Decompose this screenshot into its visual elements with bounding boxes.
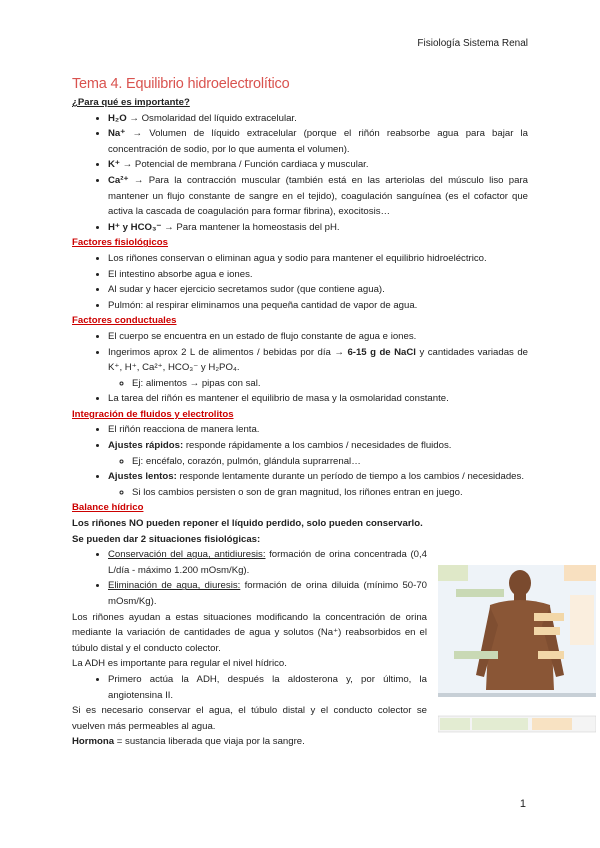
list-item: • Eliminación de agua, diuresis: formación de orina diluida (mínimo 50-70 mOsm/Kg).: [108, 578, 427, 609]
page-number: 1: [519, 798, 526, 810]
list-item: • El riñón reacciona de manera lenta.: [108, 422, 528, 438]
list-item: • Na⁺ → Volumen de líquido extracelular (porque el riñón reabsorbe agua para bajar la concentración de sodio, por lo que aumenta el volumen).: [108, 126, 528, 157]
running-header: Fisiología Sistema Renal: [417, 38, 528, 49]
bold-statement: Se pueden dar 2 situaciones fisiológicas:: [72, 533, 261, 545]
list-item: • Ca²⁺ → Para la contracción muscular (también está en las arteriolas del músculo liso para mantener un flujo constante de sangre en el tejido), coagulación sanguínea (es el cofactor que activa la cascada de coagulación para formar fibrina), exocitosis…: [108, 173, 528, 220]
list-item: • Los riñones conservan o eliminan agua y sodio para mantener el equilibrio hidroeléctrico.: [108, 251, 528, 267]
sub-list-item: ◦ Si los cambios persisten o son de gran magnitud, los riñones entran en juego.: [132, 485, 528, 501]
list-item: • H⁺ y HCO₃⁻ → Para mantener la homeostasis del pH.: [108, 220, 528, 236]
list-item: • Ajustes lentos: responde lentamente durante un período de tiempo a los cambios / necesidades. ◦ Si los cambios persisten o son de gran magnitud, los riñones entran en juego.: [108, 469, 528, 500]
section-heading: Balance hídrico: [72, 502, 144, 514]
list-item: • Pulmón: al respirar eliminamos una pequeña cantidad de vapor de agua.: [108, 298, 528, 314]
sub-list-item: ◦ Ej: alimentos → pipas con sal.: [132, 376, 528, 392]
list-item: • El cuerpo se encuentra en un estado de flujo constante de agua e iones.: [108, 329, 528, 345]
list-item: • Conservación del agua, antidiuresis: formación de orina concentrada (0,4 L/día - máximo 1.200 mOsm/Kg).: [108, 547, 427, 578]
importance-list: [72, 111, 528, 236]
water-balance-figure: [438, 565, 596, 733]
paragraph: Los riñones ayudan a estas situaciones modificando la concentración de orina mediante la variación de cantidades de agua y solutos (Na⁺) reabsorbidos en el túbulo distal y el conducto colector.: [72, 611, 427, 654]
list-item: • Ajustes rápidos: responde rápidamente a los cambios / necesidades de fluidos. ◦ Ej: encéfalo, corazón, pulmón, glándula suprarrenal…: [108, 438, 528, 469]
list-item: • El intestino absorbe agua e iones.: [108, 267, 528, 283]
list-item: • Al sudar y hacer ejercicio secretamos sudor (que contiene agua).: [108, 282, 528, 298]
question-heading: ¿Para qué es importante?: [72, 97, 190, 108]
paragraph: Hormona = sustancia liberada que viaja por la sangre.: [72, 736, 305, 748]
bold-statement: Los riñones NO pueden reponer el líquido perdido, solo pueden conservarlo.: [72, 518, 423, 530]
list-item: • La tarea del riñón es mantener el equilibrio de masa y la osmolaridad constante.: [108, 391, 528, 407]
list-item: • K⁺ → Potencial de membrana / Función cardiaca y muscular.: [108, 157, 528, 173]
section-heading: Factores conductuales: [72, 315, 177, 327]
section-heading: Integración de fluidos y electrolitos: [72, 408, 234, 420]
hormone-order-list: [72, 672, 427, 703]
list-item: • Primero actúa la ADH, después la aldosterona y, por último, la angiotensina II.: [108, 672, 427, 703]
situations-list: [72, 547, 427, 609]
paragraph: La ADH es importante para regular el nivel hídrico.: [72, 658, 287, 670]
physiological-factors-list: [72, 251, 528, 313]
integration-list: [72, 422, 528, 500]
section-heading: Factores fisiológicos: [72, 237, 168, 249]
balance-table-figure: [438, 712, 596, 734]
list-item: • H₂O → Osmolaridad del líquido extracelular.: [108, 111, 528, 127]
sub-list-item: ◦ Ej: encéfalo, corazón, pulmón, glándula suprarrenal…: [132, 454, 528, 470]
chapter-title: Tema 4. Equilibrio hidroelectrolítico: [72, 76, 290, 92]
paragraph: Si es necesario conservar el agua, el túbulo distal y el conducto colector se vuelven más permeables al agua.: [72, 705, 427, 732]
behavioral-factors-list: [72, 329, 528, 407]
list-item: • Ingerimos aprox 2 L de alimentos / bebidas por día → 6-15 g de NaCl y cantidades variadas de K⁺, H⁺, Ca²⁺, HCO₃⁻ y H₂PO₄. ◦ Ej: alimentos → pipas con sal.: [108, 345, 528, 392]
